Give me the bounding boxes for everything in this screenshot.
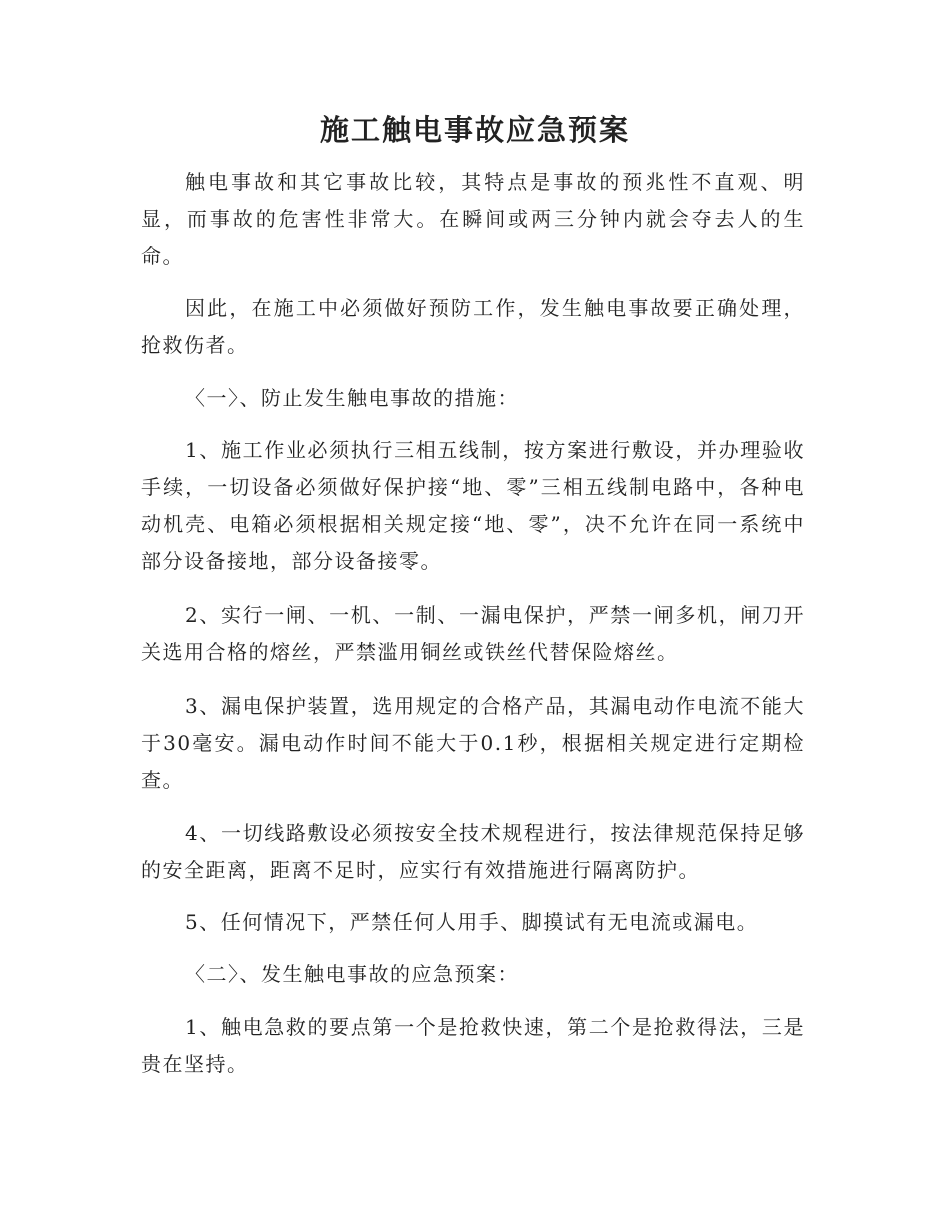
section-heading-prevention: 〈一〉、防止发生触电事故的措施： (185, 386, 519, 410)
paragraph-measure-1: 1、施工作业必须执行三相五线制，按方案进行敷设，并办理验收手续，一切设备必须做好保护接“地、零”三相五线制电路中，各种电动机壳、电箱必须根据相关规定接“地、零”，决不允许在同一系统中部分设备接地，部分设备接零。 (141, 438, 805, 573)
paragraph-measure-5: 5、任何情况下，严禁任何人用手、脚摸试有无电流或漏电。 (185, 910, 759, 934)
paragraph-measure-4: 4、一切线路敷设必须按安全技术规程进行，按法律规范保持足够的安全距离，距离不足时，应实行有效措施进行隔离防护。 (141, 821, 805, 882)
paragraph-intro: 触电事故和其它事故比较，其特点是事故的预兆性不直观、明显，而事故的危害性非常大。在瞬间或两三分钟内就会夺去人的生命。 (141, 170, 805, 268)
section-heading-emergency: 〈二〉、发生触电事故的应急预案： (185, 962, 519, 986)
paragraph-measure-2: 2、实行一闸、一机、一制、一漏电保护，严禁一闸多机，闸刀开关选用合格的熔丝，严禁滥用铜丝或铁丝代替保险熔丝。 (141, 603, 805, 664)
paragraph-emergency-1: 1、触电急救的要点第一个是抢救快速，第二个是抢救得法，三是贵在坚持。 (141, 1015, 805, 1076)
document-title: 施工触电事故应急预案 (319, 113, 630, 147)
paragraph-therefore: 因此，在施工中必须做好预防工作，发生触电事故要正确处理，抢救伤者。 (141, 296, 805, 357)
paragraph-measure-3: 3、漏电保护装置，选用规定的合格产品，其漏电动作电流不能大于30毫安。漏电动作时间不能大于0.1秒，根据相关规定进行定期检查。 (141, 694, 805, 792)
